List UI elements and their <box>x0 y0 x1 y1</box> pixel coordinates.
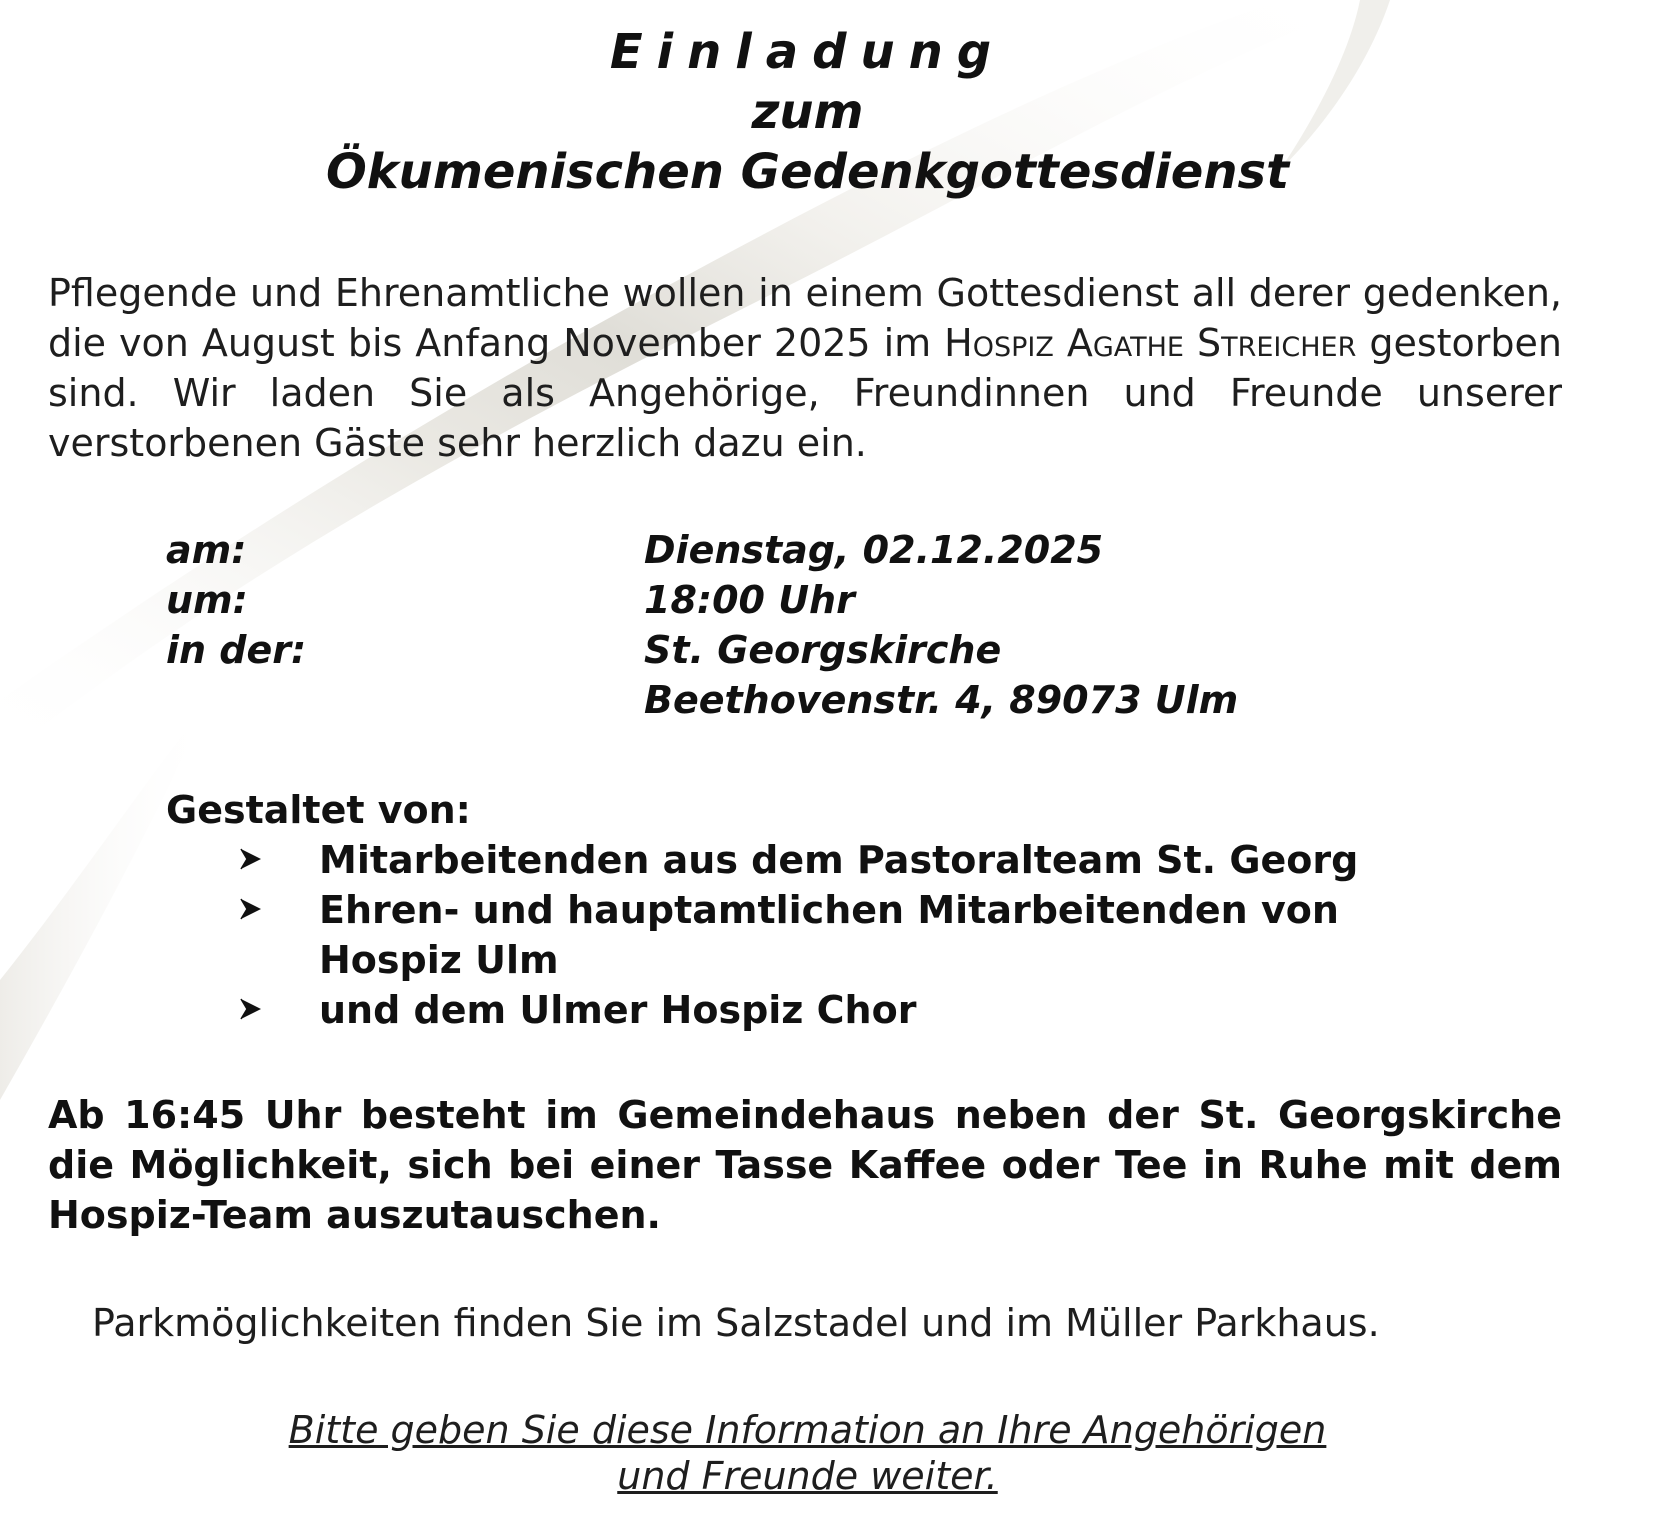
detail-row-date <box>166 525 1238 575</box>
detail-row-time <box>166 575 1238 625</box>
organizers-heading: Gestaltet von: <box>166 788 471 832</box>
detail-label <box>166 675 644 725</box>
organizers-list <box>240 835 1440 1035</box>
arrowhead-bullet-icon <box>240 885 319 985</box>
title-line-zum: zum <box>751 84 864 140</box>
footer-line-1: Bitte geben Sie diese Information an Ihre Angehörigen <box>288 1408 1327 1452</box>
detail-label: um: <box>166 578 248 622</box>
parking-note: Parkmöglichkeiten finden Sie im Salzstadel und im Müller Parkhaus. <box>92 1301 1380 1345</box>
intro-paragraph <box>48 268 1562 468</box>
event-details <box>166 525 1238 725</box>
invitation-title <box>0 22 1615 202</box>
intro-text-start: Pflegende und Ehrenamtliche wollen in einem Gottesdienst all derer gedenken, die von August bis Anfang November 2025 im <box>48 271 1562 365</box>
detail-value: Beethovenstr. 4, 89073 Ulm <box>644 678 1239 722</box>
intro-text-end: gestorben sind. Wir laden Sie als Angehörige, Freundinnen und Freunde unserer verstorbenen Gäste sehr herzlich dazu ein. <box>48 321 1562 465</box>
detail-value: Dienstag, 02.12.2025 <box>644 528 1104 572</box>
detail-row-address <box>166 675 1238 725</box>
detail-value: 18:00 Uhr <box>644 578 855 622</box>
list-item-text: Ehren- und hauptamtlichen Mitarbeitenden von Hospiz Ulm <box>319 888 1339 982</box>
detail-label: am: <box>166 528 247 572</box>
title-line-service: Ökumenischen Gedenkgottesdienst <box>325 144 1290 200</box>
list-item <box>240 885 1440 985</box>
hospiz-name: Hospiz Agathe Streicher <box>944 321 1357 365</box>
list-item-text: und dem Ulmer Hospiz Chor <box>319 988 917 1032</box>
coffee-note: Ab 16:45 Uhr besteht im Gemeindehaus neben der St. Georgskirche die Möglichkeit, sich bei einer Tasse Kaffee oder Tee in Ruhe mit dem Hospiz-Team auszutauschen. <box>48 1093 1562 1237</box>
footer-line-2: und Freunde weiter. <box>617 1454 998 1498</box>
detail-label: in der: <box>166 628 307 672</box>
footer-request <box>0 1407 1615 1499</box>
detail-value: St. Georgskirche <box>644 628 1002 672</box>
detail-row-place <box>166 625 1238 675</box>
arrowhead-bullet-icon <box>240 985 319 1035</box>
list-item-text: Mitarbeitenden aus dem Pastoralteam St. Georg <box>319 838 1359 882</box>
arrowhead-bullet-icon <box>240 835 319 885</box>
list-item <box>240 835 1440 885</box>
list-item <box>240 985 1440 1035</box>
title-line-einladung: Einladung <box>609 24 1006 80</box>
